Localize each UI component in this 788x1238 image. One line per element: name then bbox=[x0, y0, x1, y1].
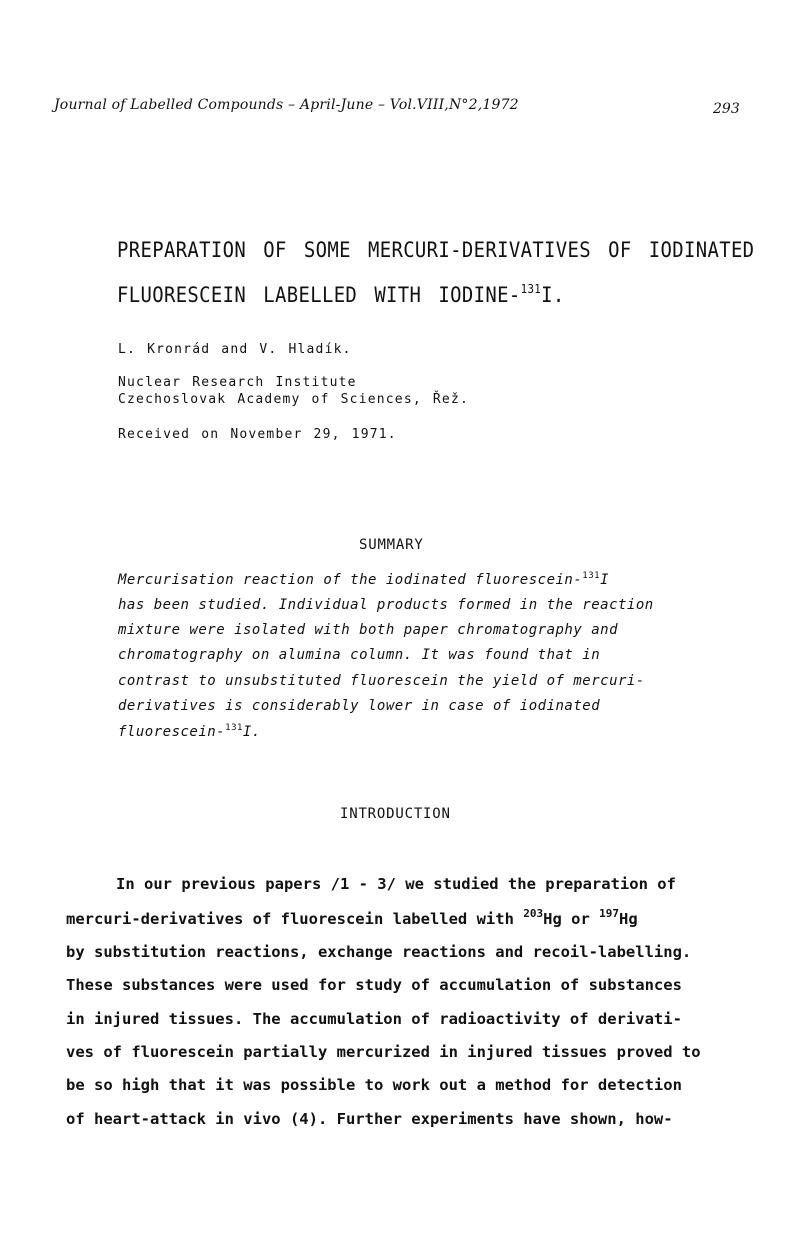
summary-line bbox=[118, 723, 261, 740]
summary-text: Mercurisation reaction of the iodinated fluorescein- bbox=[118, 572, 583, 588]
received-date: Received on November 29, 1971. bbox=[118, 427, 397, 442]
introduction-line bbox=[66, 907, 638, 928]
summary-line: has been studied. Individual products formed in the reaction bbox=[118, 597, 654, 613]
isotope-superscript: 131 bbox=[225, 723, 243, 733]
isotope-superscript: 131 bbox=[582, 571, 601, 581]
introduction-line: In our previous papers /1 - 3/ we studied the preparation of bbox=[116, 875, 676, 893]
running-head: Journal of Labelled Compounds – April-June – Vol.VIII,N°2,1972 bbox=[54, 97, 519, 113]
introduction-line: be so high that it was possible to work out a method for detection bbox=[66, 1076, 682, 1094]
introduction-heading: INTRODUCTION bbox=[340, 806, 451, 822]
body-text: Hg bbox=[619, 910, 638, 928]
summary-line: contrast to unsubstituted fluorescein the yield of mercuri- bbox=[118, 673, 645, 689]
title-element: I. bbox=[541, 283, 565, 307]
affiliation-line-2: Czechoslovak Academy of Sciences, Řež. bbox=[118, 392, 470, 407]
title-isotope-superscript: 131 bbox=[520, 282, 542, 296]
summary-text: fluorescein- bbox=[118, 724, 226, 740]
summary-line: chromatography on alumina column. It was found that in bbox=[118, 647, 601, 663]
introduction-line: ves of fluorescein partially mercurized in injured tissues proved to bbox=[66, 1043, 701, 1061]
title-text: FLUORESCEIN LABELLED WITH IODINE- bbox=[117, 283, 521, 307]
summary-line bbox=[118, 571, 609, 588]
isotope-superscript: 203 bbox=[523, 907, 544, 920]
introduction-line: by substitution reactions, exchange reactions and recoil-labelling. bbox=[66, 943, 692, 961]
affiliation-line-1: Nuclear Research Institute bbox=[118, 375, 357, 390]
introduction-line: in injured tissues. The accumulation of radioactivity of derivati- bbox=[66, 1010, 682, 1028]
paper-title-line-1: PREPARATION OF SOME MERCURI-DERIVATIVES OF IODINATED bbox=[117, 238, 755, 262]
introduction-line: of heart-attack in vivo (4). Further experiments have shown, how- bbox=[66, 1110, 673, 1128]
authors: L. Kronrád and V. Hladík. bbox=[118, 342, 352, 357]
body-text: Hg or bbox=[543, 910, 600, 928]
summary-line: mixture were isolated with both paper chromatography and bbox=[118, 622, 619, 638]
summary-text: I bbox=[600, 572, 609, 588]
paper-title-line-2 bbox=[117, 282, 565, 307]
summary-line: derivatives is considerably lower in case of iodinated bbox=[118, 698, 601, 714]
isotope-superscript: 197 bbox=[599, 907, 620, 920]
summary-text: I. bbox=[242, 724, 261, 740]
summary-heading: SUMMARY bbox=[359, 537, 424, 553]
body-text: mercuri-derivatives of fluorescein labelled with bbox=[66, 910, 524, 928]
page-number: 293 bbox=[713, 101, 740, 117]
introduction-line: These substances were used for study of accumulation of substances bbox=[66, 976, 682, 994]
